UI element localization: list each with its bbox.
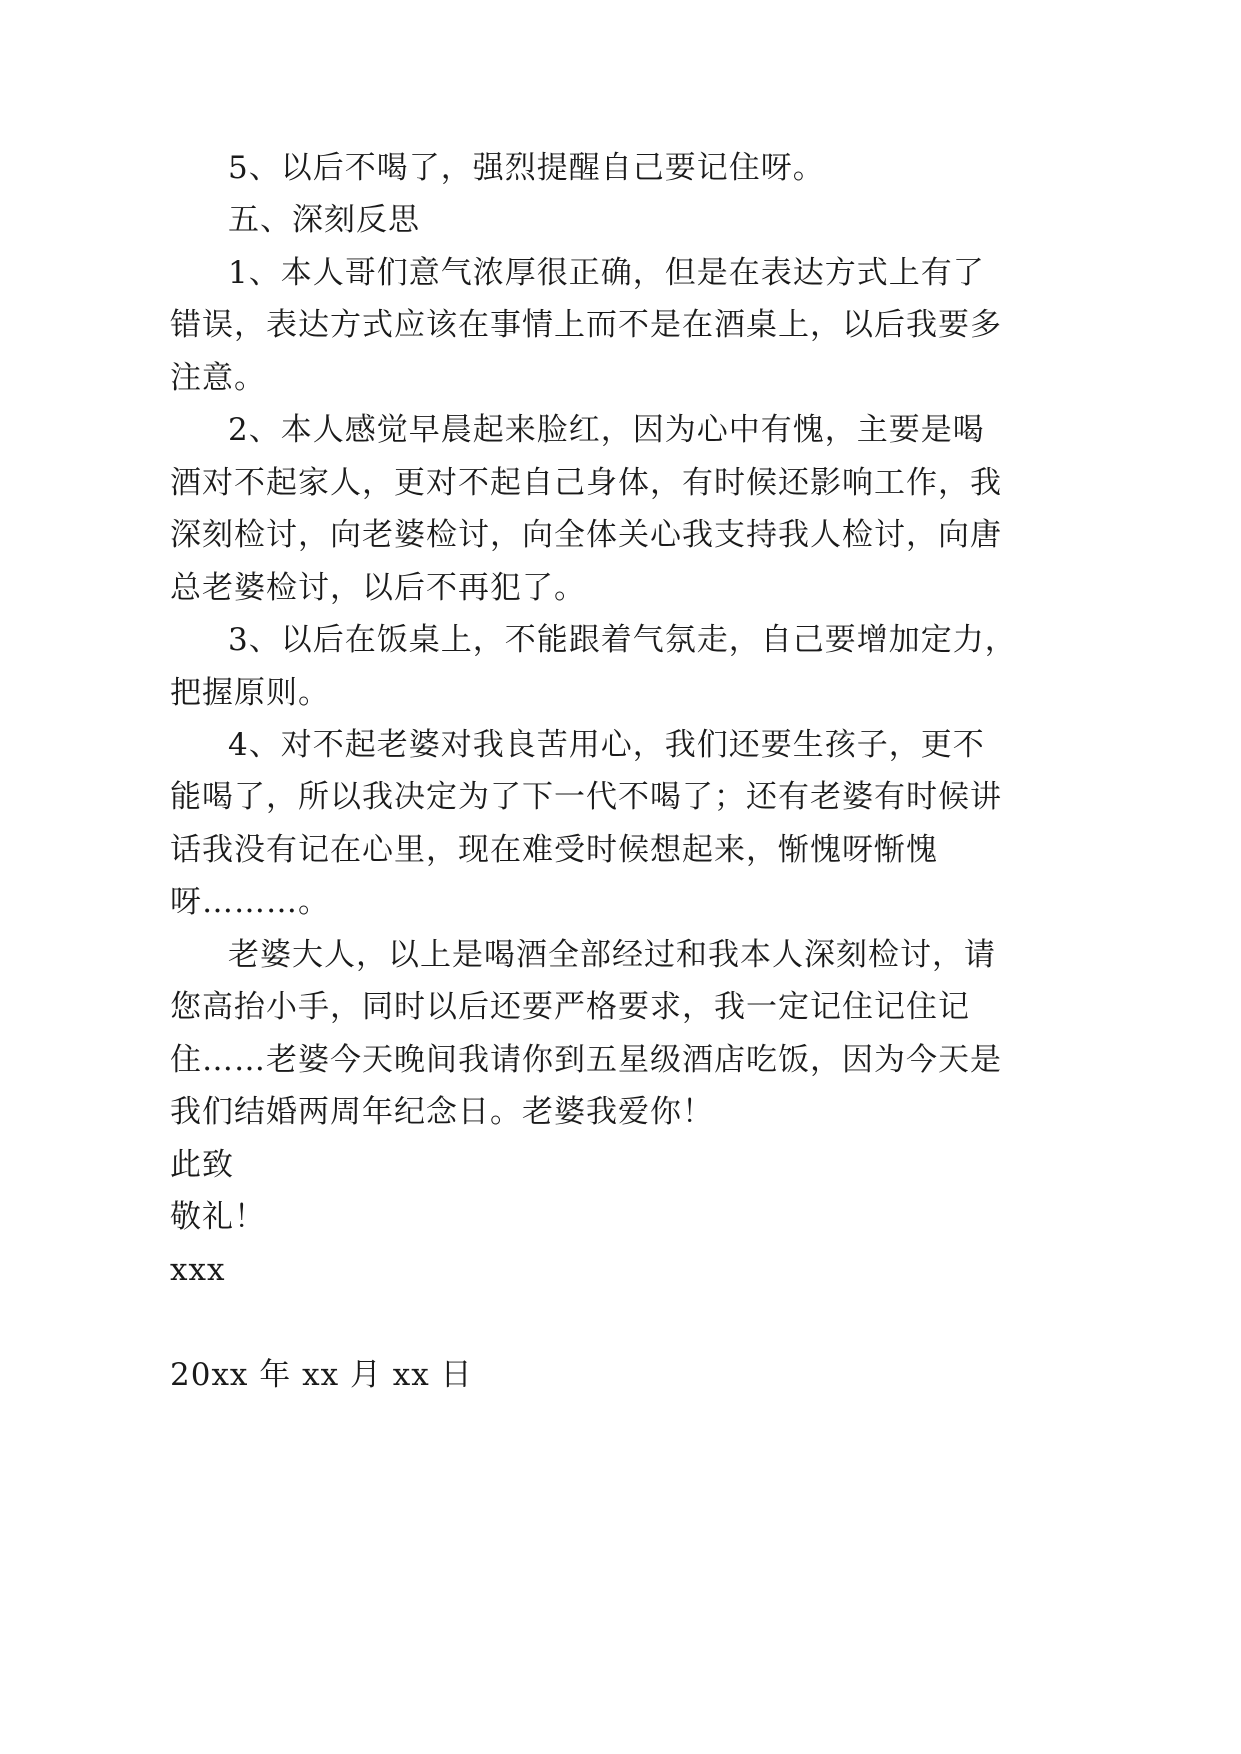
- text-line: 1、本人哥们意气浓厚很正确，但是在表达方式上有了: [228, 255, 985, 291]
- text-line: 住……老婆今天晚间我请你到五星级酒店吃饭，因为今天是: [170, 1042, 1002, 1078]
- text-line: 我们结婚两周年纪念日。老婆我爱你！: [170, 1094, 714, 1130]
- text-line: 深刻检讨，向老婆检讨，向全体关心我支持我人检讨，向唐: [170, 517, 1002, 553]
- text-line: 错误，表达方式应该在事情上而不是在酒桌上，以后我要多: [170, 307, 1002, 343]
- text-line: 把握原则。: [170, 675, 330, 711]
- text-line: 2、本人感觉早晨起来脸红，因为心中有愧，主要是喝: [228, 412, 985, 448]
- text-line: 话我没有记在心里，现在难受时候想起来，惭愧呀惭愧: [170, 832, 938, 868]
- text-line: 您高抬小手，同时以后还要严格要求，我一定记住记住记: [170, 989, 970, 1025]
- text-line: 注意。: [170, 360, 266, 396]
- text-line: 3、以后在饭桌上，不能跟着气氛走，自己要增加定力，: [228, 622, 1017, 658]
- closing-regards: 敬礼！: [170, 1199, 266, 1235]
- section-heading: 五、深刻反思: [228, 202, 420, 238]
- signature-name: xxx: [170, 1252, 226, 1288]
- text-line: 老婆大人，以上是喝酒全部经过和我本人深刻检讨，请: [228, 937, 996, 973]
- text-line: 总老婆检讨，以后不再犯了。: [170, 570, 586, 606]
- text-line: 呀………。: [170, 884, 330, 920]
- text-line: 酒对不起家人，更对不起自己身体，有时候还影响工作，我: [170, 465, 1002, 501]
- text-line: 能喝了，所以我决定为了下一代不喝了；还有老婆有时候讲: [170, 779, 1002, 815]
- text-line: 5、以后不喝了，强烈提醒自己要记住呀。: [228, 150, 825, 186]
- closing-salutation: 此致: [170, 1147, 234, 1183]
- signature-date: 20xx 年 xx 月 xx 日: [170, 1357, 473, 1393]
- text-line: 4、对不起老婆对我良苦用心，我们还要生孩子，更不: [228, 727, 985, 763]
